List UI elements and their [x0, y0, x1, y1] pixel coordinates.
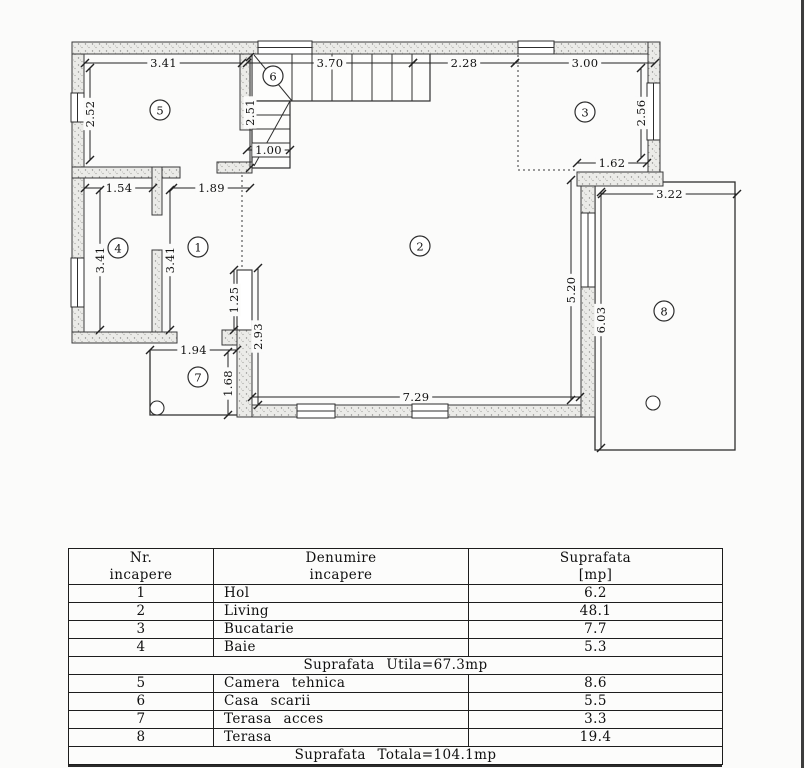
window-top-2 [518, 41, 554, 54]
dimension-label: 1.54 [105, 181, 133, 195]
table-header-row [69, 549, 723, 585]
cell-area: 5.5 [469, 692, 723, 710]
table-row [69, 728, 723, 746]
wall-top [72, 42, 660, 54]
dimension [163, 186, 177, 334]
dimension-label: 3.22 [656, 187, 683, 201]
cell-nr: 6 [69, 692, 214, 710]
window-kitchen-right [647, 83, 660, 140]
cropped-table-line [68, 765, 722, 767]
dimension-label: 3.41 [150, 56, 177, 70]
header-denumire-line1: Denumire [305, 549, 377, 566]
dimension-label: 1.89 [198, 181, 225, 195]
cell-name: Living [214, 603, 469, 621]
subtotal-row [69, 657, 723, 675]
header-suprafata [469, 549, 723, 585]
cell-name: Hol [214, 585, 469, 603]
cell-name: Bucatarie [214, 621, 469, 639]
cell-name: Terasa acces [214, 710, 469, 728]
window-bottom-2 [412, 404, 448, 418]
dimension [83, 64, 97, 164]
table-row [69, 603, 723, 621]
dimension-label: 3.70 [316, 56, 344, 70]
dimension-label: 1.00 [255, 143, 282, 157]
cell-name: Casa scarii [214, 692, 469, 710]
room-number-label: 3 [581, 105, 589, 120]
cell-area: 5.3 [469, 639, 723, 657]
dimension [564, 176, 578, 404]
room-number-label: 6 [269, 69, 277, 84]
dimension-label: 5.20 [564, 276, 578, 304]
cell-name: Terasa [214, 728, 469, 746]
cell-nr: 1 [69, 585, 214, 603]
table-row [69, 692, 723, 710]
room-number-8 [654, 301, 674, 321]
room-number-5 [150, 100, 170, 120]
dimension-label: 1.94 [180, 343, 207, 357]
wall-room4-right-upper [152, 167, 162, 215]
cell-area: 48.1 [469, 603, 723, 621]
room-number-label: 5 [156, 103, 164, 118]
room-number-2 [410, 236, 430, 256]
dimension-label: 3.41 [163, 246, 177, 274]
header-nr [69, 549, 214, 585]
total-text: Suprafata Totala=104.1mp [69, 746, 723, 764]
column-circle [150, 401, 164, 415]
wall-room5-bottom [72, 167, 180, 178]
header-denumire [214, 549, 469, 585]
dimension-label: 1.68 [221, 370, 235, 397]
cell-nr: 5 [69, 674, 214, 692]
dimension-label: 6.03 [594, 306, 608, 334]
dimension [81, 181, 157, 195]
header-suprafata-line1: Suprafata [559, 549, 632, 566]
header-nr-line2: incapere [109, 566, 173, 583]
wall-living-southwest [237, 330, 252, 417]
room-number-6 [263, 66, 283, 86]
dimension [573, 156, 651, 170]
cell-area: 19.4 [469, 728, 723, 746]
wall-room4-bottom [72, 332, 177, 343]
dimension-label: 2.28 [450, 56, 478, 70]
subtotal-text: Suprafata Utila=67.3mp [69, 657, 723, 675]
cell-area: 3.3 [469, 710, 723, 728]
room-number-3 [575, 102, 595, 122]
dimension [248, 390, 584, 404]
cell-name: Baie [214, 639, 469, 657]
dimension [594, 188, 608, 452]
table-row [69, 710, 723, 728]
cell-area: 6.2 [469, 585, 723, 603]
dimension [81, 56, 246, 70]
header-nr-line1: Nr. [129, 549, 153, 566]
window-top-1 [258, 41, 312, 54]
cell-nr: 7 [69, 710, 214, 728]
room-schedule-table [68, 548, 723, 765]
dimension [221, 348, 235, 419]
window-left-room4 [71, 258, 84, 307]
dimension [634, 64, 648, 162]
header-suprafata-line2: [mp] [578, 566, 613, 583]
window-living-right [581, 213, 595, 287]
wall-pier [222, 330, 237, 345]
dimension [169, 181, 254, 195]
room-number-7 [188, 367, 208, 387]
dimension-layer [81, 53, 741, 452]
cell-nr: 3 [69, 621, 214, 639]
dimension-label: 3.00 [571, 56, 599, 70]
dimension [251, 264, 265, 409]
dimension-label: 2.56 [634, 99, 648, 127]
dimension-label: 1.62 [598, 156, 626, 170]
table-row [69, 585, 723, 603]
cell-nr: 4 [69, 639, 214, 657]
room-number-label: 4 [114, 241, 122, 256]
cell-nr: 2 [69, 603, 214, 621]
dimension-label: 2.51 [243, 99, 257, 126]
dimension [598, 187, 741, 201]
wall-kitchen-bottom [577, 172, 663, 186]
cell-name: Camera tehnica [214, 674, 469, 692]
cell-area: 7.7 [469, 621, 723, 639]
total-row [69, 746, 723, 764]
cell-area: 8.6 [469, 674, 723, 692]
window-bottom-1 [297, 404, 335, 418]
room-number-label: 8 [660, 304, 668, 319]
room-number-label: 7 [194, 370, 202, 385]
header-denumire-line2: incapere [309, 566, 373, 583]
table-row [69, 621, 723, 639]
room-number-label: 1 [194, 240, 202, 255]
page-edge-line [801, 0, 804, 768]
column-circle [646, 396, 660, 410]
dimension [511, 56, 659, 70]
dimension-label: 1.25 [227, 286, 241, 314]
dimension-label: 2.93 [251, 323, 265, 350]
room-number-1 [188, 237, 208, 257]
cell-nr: 8 [69, 728, 214, 746]
table-row [69, 639, 723, 657]
dimension [93, 186, 107, 334]
table-row [69, 674, 723, 692]
dimension-label: 2.52 [83, 100, 97, 128]
dimension-label: 3.41 [93, 246, 107, 274]
room-number-4 [108, 238, 128, 258]
room-number-label: 2 [416, 239, 424, 254]
wall-room4-right-lower [152, 250, 162, 332]
dimension-label: 7.29 [402, 390, 430, 404]
